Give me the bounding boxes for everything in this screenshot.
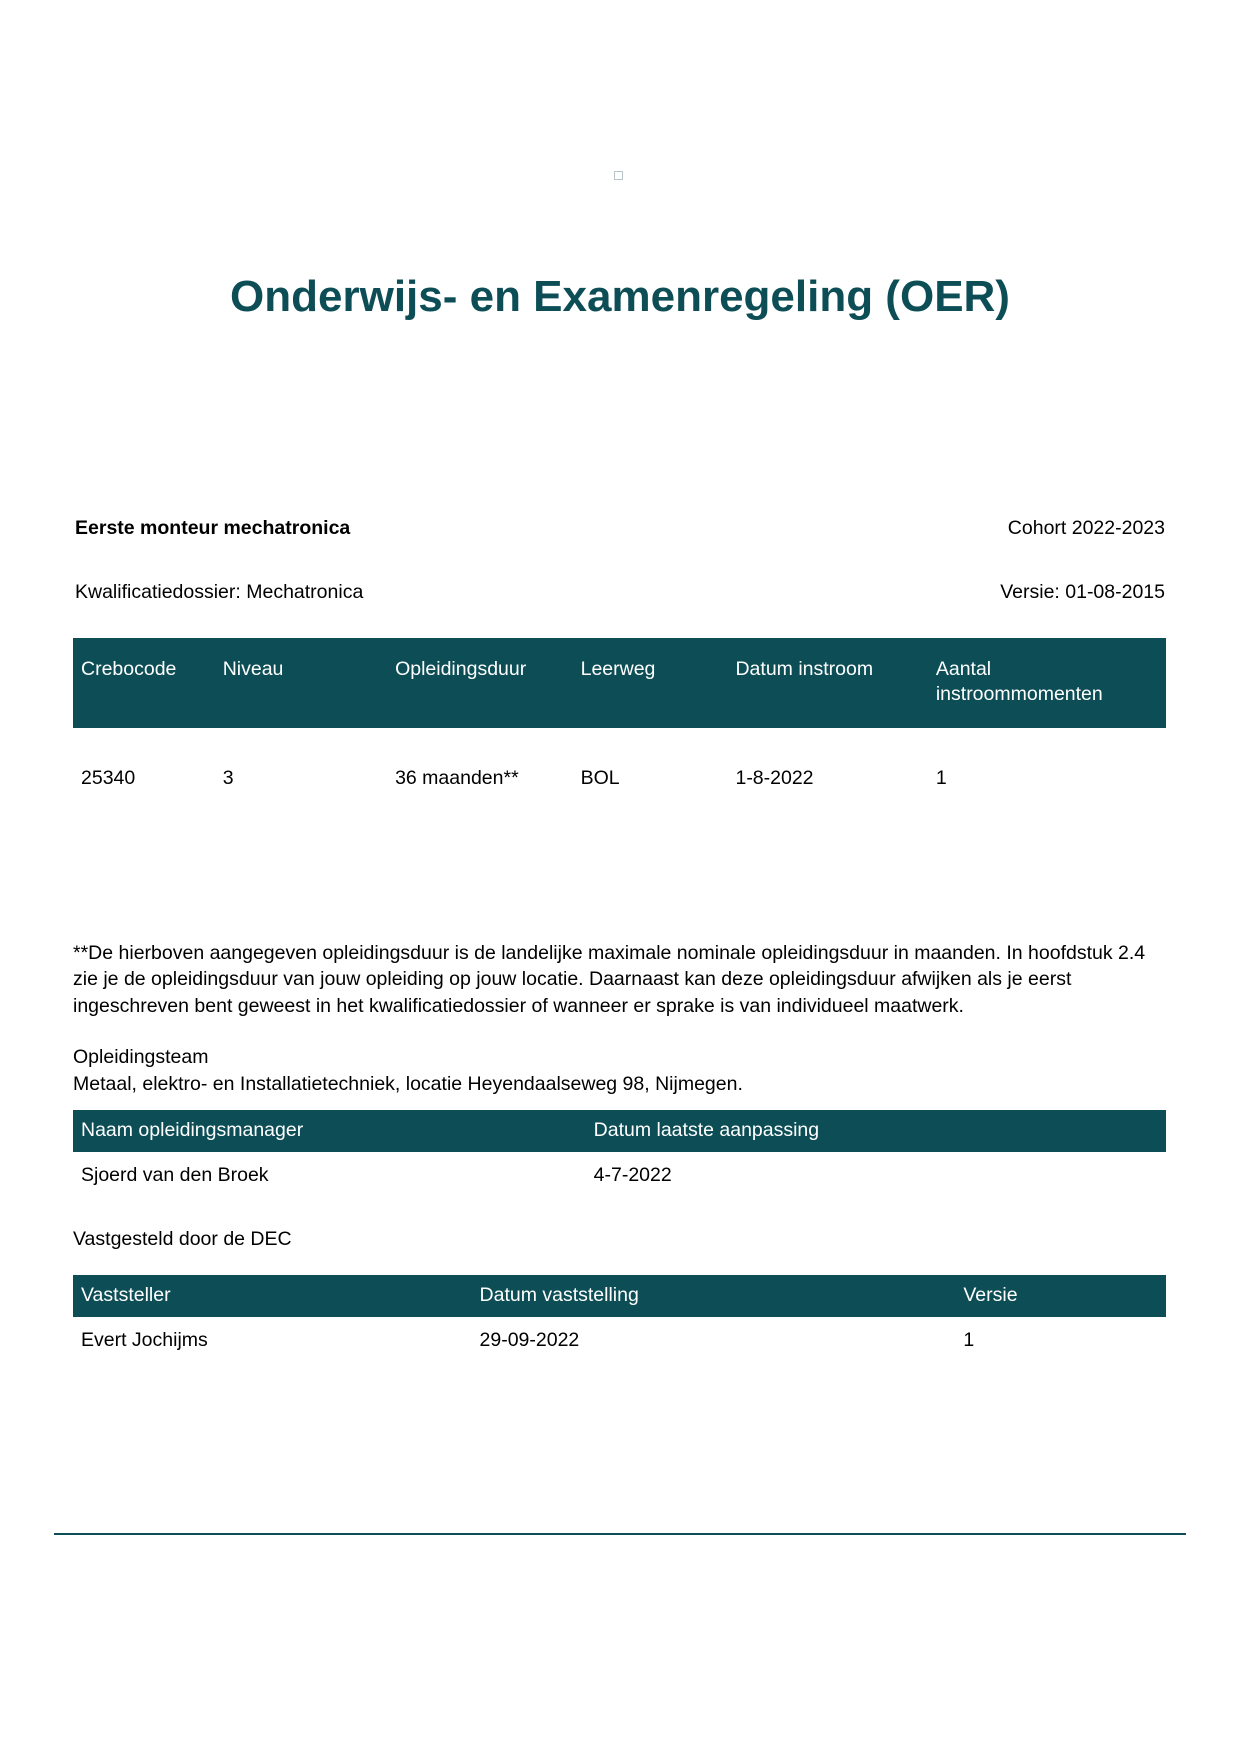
cell-versie: 1 (963, 1329, 975, 1351)
placeholder-image-icon (614, 171, 623, 180)
table-row (73, 728, 1166, 831)
opleidingsteam-label: Opleidingsteam (73, 1046, 209, 1068)
table-row (73, 1317, 1166, 1363)
header-versie: Versie (955, 1275, 1166, 1317)
table-header-row (73, 638, 1166, 728)
cell-aantal-instroommomenten: 1 (928, 728, 1166, 831)
header-niveau: Niveau (215, 638, 387, 728)
cell-crebocode: 25340 (73, 728, 215, 831)
vastgesteld-label: Vastgesteld door de DEC (73, 1228, 292, 1250)
header-leerweg: Leerweg (573, 638, 728, 728)
header-datum-vaststelling: Datum vaststelling (472, 1275, 956, 1317)
cell-niveau: 3 (215, 728, 387, 831)
cohort-label: Cohort 2022-2023 (1007, 517, 1165, 539)
table-header-row (73, 1110, 1166, 1152)
table-header-row (73, 1275, 1166, 1317)
dossier-label: Kwalificatiedossier: Mechatronica (75, 581, 364, 603)
header-naam-opleidingsmanager: Naam opleidingsmanager (73, 1110, 586, 1152)
vaststelling-table (73, 1275, 1166, 1363)
qualification-name: Eerste monteur mechatronica (75, 517, 351, 539)
cell-opleidingsduur: 36 maanden** (387, 728, 573, 831)
cell-naam-opleidingsmanager: Sjoerd van den Broek (81, 1164, 269, 1186)
opleidingsteam-block (73, 1044, 1158, 1099)
opleidingsduur-footnote: **De hierboven aangegeven opleidingsduur is de landelijke maximale nominale opleidingsduur in maanden. In hoofdstuk 2.4 zie je de opleidingsduur van jouw opleiding op jouw locatie. Daarnaast kan deze opleidingsduur afwijken als je eerst ingeschreven bent geweest in het kwalificatiedossier of wanneer er sprake is van individueel maatwerk. (73, 941, 1146, 1018)
header-crebocode: Crebocode (73, 638, 215, 728)
header-datum-instroom: Datum instroom (727, 638, 927, 728)
footer-divider (54, 1533, 1186, 1535)
header-datum-laatste-aanpassing: Datum laatste aanpassing (586, 1110, 1166, 1152)
header-opleidingsduur: Opleidingsduur (387, 638, 573, 728)
cell-datum-vaststelling: 29-09-2022 (479, 1329, 580, 1351)
cell-datum-instroom: 1-8-2022 (727, 728, 927, 831)
qualification-meta-row (75, 517, 1165, 540)
header-vaststeller: Vaststeller (73, 1275, 472, 1317)
page-title: Onderwijs- en Examenregeling (OER) (230, 272, 1010, 322)
cell-datum-laatste-aanpassing: 4-7-2022 (593, 1164, 672, 1186)
version-label: Versie: 01-08-2015 (1000, 581, 1165, 603)
manager-table (73, 1110, 1166, 1198)
dossier-meta-row (75, 581, 1165, 604)
opleidingsteam-description: Metaal, elektro- en Installatietechniek, locatie Heyendaalseweg 98, Nijmegen. (73, 1073, 743, 1096)
header-aantal-instroommomenten: Aantal instroommomenten (928, 638, 1166, 728)
cell-leerweg: BOL (573, 728, 728, 831)
cell-vaststeller: Evert Jochijms (81, 1329, 208, 1351)
table-row (73, 1152, 1166, 1198)
program-info-table (73, 638, 1166, 831)
